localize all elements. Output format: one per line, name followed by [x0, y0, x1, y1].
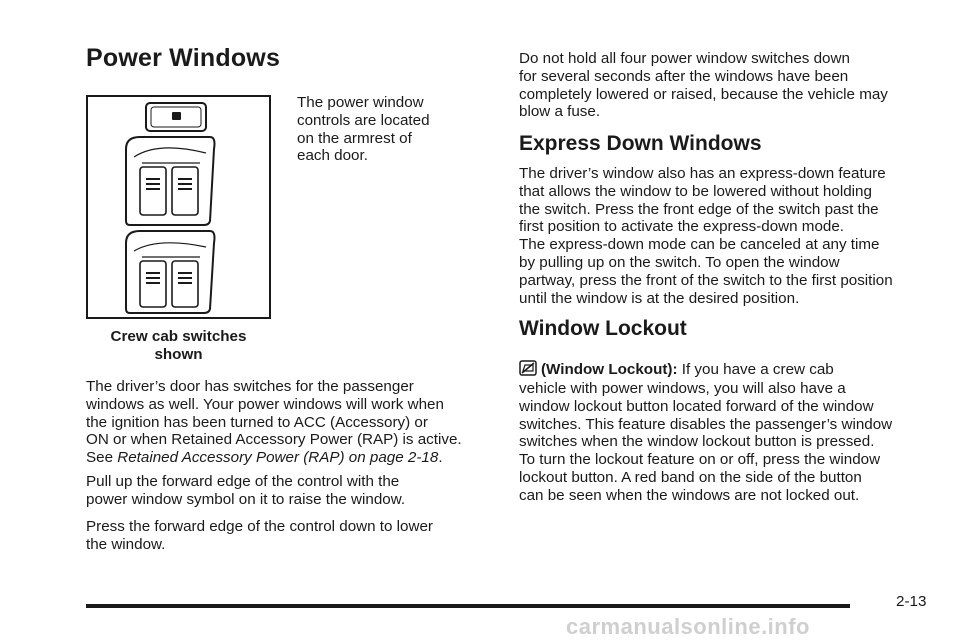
page-number: 2-13 — [896, 593, 927, 610]
cross-reference-link[interactable]: Retained Accessory Power (RAP) on page 2-18 — [117, 449, 439, 467]
paragraph-end: . — [438, 449, 443, 467]
lockout-first-line: If you have a crew cab — [677, 361, 834, 378]
paragraph-driver-switches — [86, 378, 491, 467]
section-title: Power Windows — [86, 44, 281, 72]
heading-express-down: Express Down Windows — [519, 132, 762, 155]
switch-illustration — [86, 95, 271, 319]
footer-rule — [86, 604, 850, 608]
paragraph-lockout-intro — [519, 360, 929, 381]
heading-window-lockout: Window Lockout — [519, 317, 687, 340]
intro-text: The power window controls are located on the armrest of each door. — [297, 94, 430, 165]
paragraph-lockout-body: vehicle with power windows, you will also have a window lockout button located forward of the window switches. This feature disables the passenger’s window switches when the window lockout button is pressed. To turn the lockout feature on or off, press the window lockout button. A red band on the side of the button can be seen when the windows are not locked out. — [519, 380, 893, 504]
paragraph-lower-window: Press the forward edge of the control down to lower the window. — [86, 518, 433, 553]
paragraph-express-down: The driver’s window also has an express-down feature that allows the window to be lowered without holding the switch. Press the front edge of the switch past the first position to activate the express-down mode. The express-down mode can be canceled at any time by pulling up on the switch. To open the window partway, press the front of the switch to the first position until the window is at the desired position. — [519, 165, 893, 307]
watermark: carmanualsonline.info — [566, 614, 810, 639]
paragraph-driver-switches-text: The driver’s door has switches for the passenger windows as well. Your power windows will work when the ignition has been turned to ACC (Accessory) or ON or when Retained Accessory Power (RAP) is active. See — [86, 378, 462, 467]
power-window-switch-icon — [88, 97, 269, 317]
paragraph-fuse-warning: Do not hold all four power window switches down for several seconds after the windows have been completely lowered or raised, because the vehicle may blow a fuse. — [519, 50, 888, 121]
paragraph-raise-window: Pull up the forward edge of the control with the power window symbol on it to raise the window. — [86, 473, 406, 508]
window-lockout-icon — [519, 360, 537, 381]
figure-caption-text: Crew cab switches shown — [110, 328, 247, 363]
figure-caption — [86, 328, 271, 364]
lockout-label: (Window Lockout): — [541, 361, 678, 378]
